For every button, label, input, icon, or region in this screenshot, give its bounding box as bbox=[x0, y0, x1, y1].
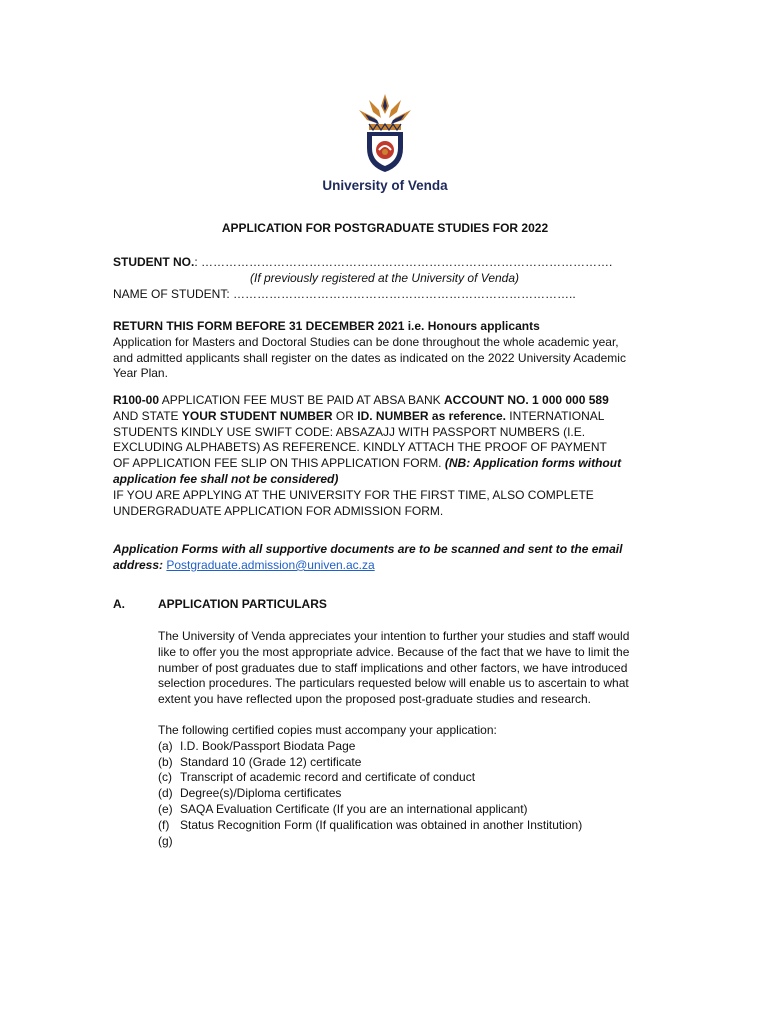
intro-line-5: extent you have reflected upon the proposed post-graduate studies and research. bbox=[158, 692, 591, 707]
list-item bbox=[158, 739, 658, 755]
section-marker: A. bbox=[113, 597, 125, 611]
return-line-2: and admitted applicants shall register on the dates as indicated on the 2022 University Academic bbox=[113, 350, 626, 365]
section-intro bbox=[158, 629, 658, 708]
university-logo bbox=[318, 92, 452, 202]
fee-text: APPLICATION FEE MUST BE PAID AT ABSA BANK bbox=[159, 393, 445, 407]
fee-line-2 bbox=[113, 409, 658, 425]
fee-text: OR bbox=[332, 408, 358, 423]
fee-text: AND STATE bbox=[113, 408, 182, 423]
list-item bbox=[158, 786, 658, 802]
fee-text: INTERNATIONAL bbox=[505, 408, 605, 423]
fee-amount: R100-00 bbox=[113, 393, 160, 407]
document-title: APPLICATION FOR POSTGRADUATE STUDIES FOR 2022 bbox=[221, 221, 549, 235]
student-name-line: NAME OF STUDENT: ………………………………………………………………………….. bbox=[113, 286, 576, 301]
list-item-label: (a) bbox=[158, 738, 173, 753]
return-line-1: Application for Masters and Doctoral Studies can be done throughout the whole academic year, bbox=[113, 334, 619, 349]
student-no-label: STUDENT NO. bbox=[113, 255, 195, 269]
fee-nb: (NB: Application forms without bbox=[444, 456, 622, 471]
list-item bbox=[158, 818, 658, 834]
list-item-label: (c) bbox=[158, 770, 172, 785]
list-item-text: Transcript of academic record and certificate of conduct bbox=[180, 770, 476, 785]
fee-line-5 bbox=[113, 456, 658, 472]
list-item-text: SAQA Evaluation Certificate (If you are an international applicant) bbox=[180, 801, 528, 816]
list-item-label: (g) bbox=[158, 833, 173, 848]
fee-line-3: STUDENTS KINDLY USE SWIFT CODE: ABSAZAJJ WITH PASSPORT NUMBERS (I.E. bbox=[113, 424, 586, 439]
list-item-text: Status Recognition Form (If qualification was obtained in another Institution) bbox=[180, 817, 583, 832]
scan-line-2 bbox=[113, 558, 658, 574]
student-no-field: : …………………………………………………………………………………………. bbox=[194, 255, 613, 269]
list-intro: The following certified copies must accompany your application: bbox=[158, 723, 497, 737]
fee-line-1 bbox=[113, 393, 658, 409]
list-item-text: Standard 10 (Grade 12) certificate bbox=[180, 754, 362, 769]
account-number: ACCOUNT NO. 1 000 000 589 bbox=[444, 393, 609, 407]
return-line-3: Year Plan. bbox=[113, 366, 168, 381]
student-details bbox=[113, 255, 658, 302]
documents-list bbox=[158, 723, 658, 849]
section-heading: APPLICATION PARTICULARS bbox=[158, 597, 327, 611]
fee-line-7: IF YOU ARE APPLYING AT THE UNIVERSITY FOR THE FIRST TIME, ALSO COMPLETE bbox=[113, 487, 594, 502]
university-crest-icon bbox=[355, 92, 415, 176]
address-label: address: bbox=[113, 557, 164, 572]
intro-line-3: number of post graduates due to staff implications and other factors, we have introduced bbox=[158, 660, 628, 675]
return-deadline: RETURN THIS FORM BEFORE 31 DECEMBER 2021 i.e. Honours applicants bbox=[113, 319, 540, 333]
scan-notice bbox=[113, 542, 658, 574]
return-notice bbox=[113, 319, 658, 382]
list-item bbox=[158, 755, 658, 771]
fee-notice bbox=[113, 393, 658, 519]
fee-text: OF APPLICATION FEE SLIP ON THIS APPLICATION FORM. bbox=[113, 456, 445, 471]
list-item bbox=[158, 770, 658, 786]
list-item-label: (b) bbox=[158, 754, 173, 769]
list-item-label: (e) bbox=[158, 801, 173, 816]
list-item bbox=[158, 834, 658, 850]
university-name: University of Venda bbox=[322, 178, 448, 193]
fee-line-8: UNDERGRADUATE APPLICATION FOR ADMISSION FORM. bbox=[113, 503, 444, 518]
list-item-label: (d) bbox=[158, 786, 173, 801]
fee-line-6: application fee shall not be considered) bbox=[113, 471, 339, 486]
fee-line-4: EXCLUDING ALPHABETS) AS REFERENCE. KINDLY ATTACH THE PROOF OF PAYMENT bbox=[113, 440, 607, 455]
email-link[interactable]: Postgraduate.admission@univen.ac.za bbox=[166, 557, 375, 572]
intro-line-1: The University of Venda appreciates your intention to further your studies and staff would bbox=[158, 629, 630, 643]
student-no-note: (If previously registered at the University of Venda) bbox=[250, 270, 520, 285]
list-item-text: Degree(s)/Diploma certificates bbox=[180, 786, 342, 801]
intro-line-4: selection procedures. The particulars requested below will enable us to ascertain to what bbox=[158, 676, 629, 691]
id-number-ref: ID. NUMBER as reference. bbox=[357, 408, 506, 423]
list-item-label: (f) bbox=[158, 817, 170, 832]
scan-line-1: Application Forms with all supportive documents are to be scanned and sent to the email bbox=[113, 542, 623, 556]
student-number-ref: YOUR STUDENT NUMBER bbox=[181, 408, 333, 423]
list-item bbox=[158, 802, 658, 818]
student-no-line bbox=[113, 255, 658, 271]
intro-line-2: like to offer you the most appropriate advice. Because of the fact that we have to limit the bbox=[158, 644, 630, 659]
list-item-text: I.D. Book/Passport Biodata Page bbox=[180, 738, 356, 753]
